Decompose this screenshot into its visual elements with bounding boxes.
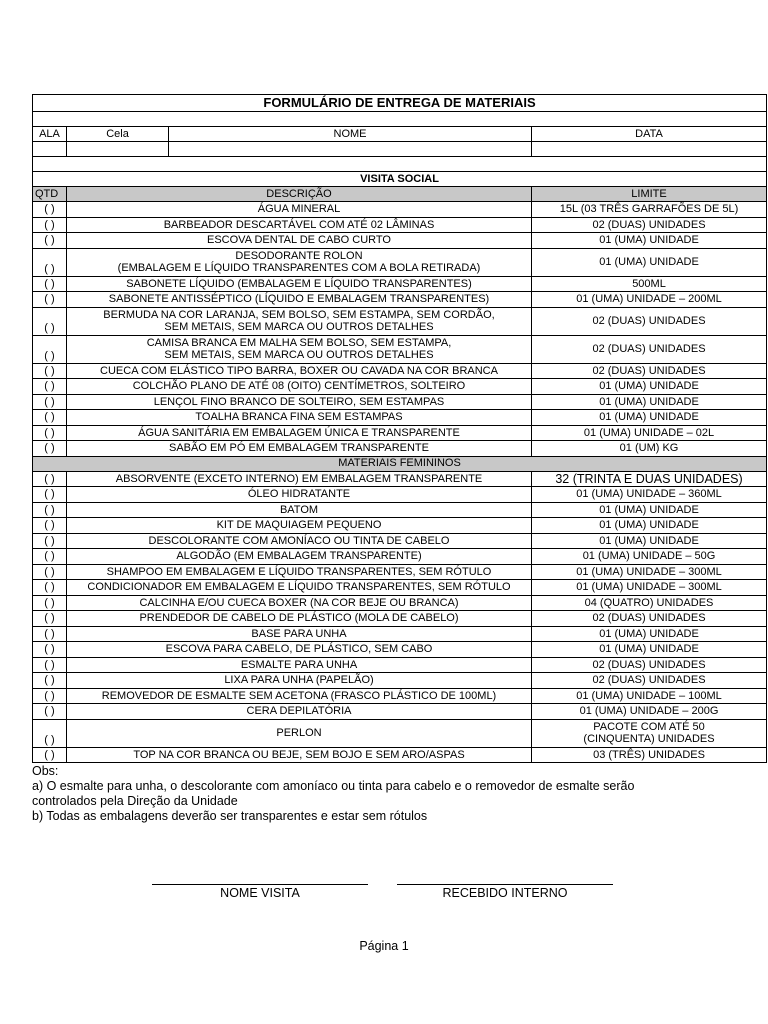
text-line: LIXA PARA UNHA (PAPELÃO) (224, 674, 374, 686)
item-limit (532, 747, 767, 763)
item-limit (532, 549, 767, 565)
item-limit (532, 335, 767, 363)
text-line: 01 (UMA) UNIDADE (599, 255, 699, 268)
item-description (67, 233, 532, 249)
quantity-checkbox[interactable]: ( ) (33, 564, 67, 580)
item-limit (532, 394, 767, 410)
data-header: DATA (532, 127, 767, 142)
item-row (33, 441, 767, 457)
item-row (33, 549, 767, 565)
item-description (67, 673, 532, 689)
item-row (33, 704, 767, 720)
item-limit (532, 410, 767, 426)
item-row (33, 394, 767, 410)
text-line: PERLON (276, 726, 322, 739)
item-description (67, 335, 532, 363)
obs-line: Obs: (32, 764, 59, 778)
item-description (67, 719, 532, 747)
ala-header: ALA (33, 127, 67, 142)
item-limit (532, 363, 767, 379)
item-limit (532, 487, 767, 503)
item-row (33, 471, 767, 487)
cela-field[interactable] (67, 142, 169, 157)
limite-column-header: LIMITE (532, 187, 767, 202)
item-row (33, 487, 767, 503)
quantity-checkbox[interactable]: ( ) (33, 471, 67, 487)
item-description (67, 410, 532, 426)
item-limit (532, 379, 767, 395)
visitor-signature-line[interactable] (152, 884, 368, 900)
obs-line: controlados pela Direção da Unidade (32, 794, 238, 808)
item-description (67, 564, 532, 580)
text-line: 01 (UMA) UNIDADE (599, 534, 699, 547)
item-limit (532, 307, 767, 335)
form-title: FORMULÁRIO DE ENTREGA DE MATERIAIS (33, 95, 767, 112)
quantity-checkbox[interactable]: ( ) (33, 533, 67, 549)
text-line: 01 (UMA) UNIDADE (599, 519, 699, 531)
item-limit (532, 502, 767, 518)
text-line: SABÃO EM PÓ EM EMBALAGEM TRANSPARENTE (169, 442, 429, 454)
quantity-checkbox[interactable]: ( ) (33, 642, 67, 658)
quantity-checkbox[interactable]: ( ) (33, 487, 67, 503)
item-description (67, 487, 532, 503)
blank-row (33, 157, 767, 172)
text-line: 32 (TRINTA E DUAS UNIDADES) (555, 471, 743, 486)
text-line: 02 (DUAS) UNIDADES (592, 612, 706, 624)
text-line: 02 (DUAS) UNIDADES (592, 658, 706, 671)
blank-row (33, 112, 767, 127)
item-description (67, 642, 532, 658)
item-limit (532, 580, 767, 596)
item-row (33, 747, 767, 763)
item-description (67, 276, 532, 292)
receiver-signature-label: RECEBIDO INTERNO (442, 886, 568, 900)
item-description (67, 394, 532, 410)
text-line: 01 (UMA) UNIDADE – 200G (579, 705, 719, 717)
text-line: 02 (DUAS) UNIDADES (592, 364, 706, 377)
item-limit (532, 276, 767, 292)
observations (32, 764, 732, 824)
item-row (33, 379, 767, 395)
item-limit (532, 425, 767, 441)
text-line: 03 (TRÊS) UNIDADES (593, 748, 705, 761)
item-row (33, 642, 767, 658)
item-limit (532, 611, 767, 627)
text-line: 02 (DUAS) UNIDADES (592, 342, 706, 355)
section-title-materiais-femininos: MATERIAIS FEMININOS (33, 456, 767, 471)
obs-line: b) Todas as embalagens deverão ser transparentes e estar sem rótulos (32, 809, 428, 823)
text-line: CERA DEPILATÓRIA (246, 705, 352, 717)
text-line: 01 (UM) KG (619, 442, 679, 454)
item-description (67, 502, 532, 518)
obs-line: a) O esmalte para unha, o descolorante com amoníaco ou tinta para cabelo e o removedor de esmalte serão (32, 779, 635, 793)
text-line: SEM METAIS, SEM MARCA OU OUTROS DETALHES (164, 349, 434, 361)
text-line: 01 (UMA) UNIDADE – 02L (583, 426, 715, 439)
item-description (67, 307, 532, 335)
item-limit (532, 292, 767, 308)
item-limit (532, 233, 767, 249)
text-line: CUECA COM ELÁSTICO TIPO BARRA, BOXER OU CAVADA NA COR BRANCA (100, 364, 498, 377)
quantity-checkbox[interactable]: ( ) (33, 704, 67, 720)
text-line: ALGODÃO (EM EMBALAGEM TRANSPARENTE) (176, 550, 422, 562)
quantity-checkbox[interactable]: ( ) (33, 657, 67, 673)
item-description (67, 626, 532, 642)
item-limit (532, 595, 767, 611)
text-line: 01 (UMA) UNIDADE (599, 627, 699, 640)
text-line: 01 (UMA) UNIDADE (599, 411, 699, 423)
item-limit (532, 688, 767, 704)
item-description (67, 471, 532, 487)
item-row (33, 719, 767, 747)
receiver-signature-line[interactable] (397, 884, 613, 900)
text-line: BATOM (279, 503, 319, 516)
text-line: TOP NA COR BRANCA OU BEJE, SEM BOJO E SEM ARO/ASPAS (133, 748, 465, 761)
item-limit (532, 642, 767, 658)
quantity-checkbox[interactable]: ( ) (33, 502, 67, 518)
text-line: DESODORANTE ROLON (235, 249, 363, 262)
text-line: ESMALTE PARA UNHA (240, 658, 358, 671)
text-line: 01 (UMA) UNIDADE – 200ML (576, 293, 722, 305)
text-line: ESCOVA DENTAL DE CABO CURTO (207, 234, 391, 246)
item-description (67, 518, 532, 534)
item-row (33, 688, 767, 704)
item-description (67, 611, 532, 627)
quantity-checkbox[interactable]: ( ) (33, 363, 67, 379)
item-row (33, 626, 767, 642)
descricao-column-header: DESCRIÇÃO (67, 187, 532, 202)
item-row (33, 580, 767, 596)
quantity-checkbox[interactable]: ( ) (33, 595, 67, 611)
quantity-checkbox[interactable]: ( ) (33, 611, 67, 627)
item-row (33, 502, 767, 518)
text-line: SHAMPOO EM EMBALAGEM E LÍQUIDO TRANSPARENTES, SEM RÓTULO (106, 565, 492, 578)
item-description (67, 425, 532, 441)
item-row (33, 595, 767, 611)
item-description (67, 533, 532, 549)
text-line: SABONETE ANTISSÉPTICO (LÍQUIDO E EMBALAGEM TRANSPARENTES) (108, 293, 490, 305)
quantity-checkbox[interactable]: ( ) (33, 307, 67, 335)
text-line: ÓLEO HIDRATANTE (247, 488, 351, 500)
text-line: (CINQUENTA) UNIDADES (583, 733, 715, 745)
nome-field[interactable] (169, 142, 532, 157)
item-description (67, 248, 532, 276)
quantity-checkbox[interactable]: ( ) (33, 747, 67, 763)
text-line: LENÇOL FINO BRANCO DE SOLTEIRO, SEM ESTAMPAS (153, 395, 445, 408)
item-description (67, 688, 532, 704)
text-line: BERMUDA NA COR LARANJA, SEM BOLSO, SEM ESTAMPA, SEM CORDÃO, (103, 308, 495, 321)
item-row (33, 233, 767, 249)
quantity-checkbox[interactable]: ( ) (33, 217, 67, 233)
text-line: 01 (UMA) UNIDADE – 300ML (576, 581, 722, 593)
item-limit (532, 626, 767, 642)
text-line: 01 (UMA) UNIDADE – 300ML (576, 565, 722, 578)
quantity-checkbox[interactable]: ( ) (33, 233, 67, 249)
ala-field[interactable] (33, 142, 67, 157)
quantity-checkbox[interactable]: ( ) (33, 518, 67, 534)
item-limit (532, 441, 767, 457)
text-line: 01 (UMA) UNIDADE – 100ML (576, 689, 722, 702)
item-description (67, 704, 532, 720)
item-description (67, 580, 532, 596)
quantity-checkbox[interactable]: ( ) (33, 410, 67, 426)
item-row (33, 611, 767, 627)
text-line: 04 (QUATRO) UNIDADES (584, 596, 714, 609)
cela-header: Cela (67, 127, 169, 142)
quantity-checkbox[interactable]: ( ) (33, 441, 67, 457)
item-description (67, 363, 532, 379)
text-line: REMOVEDOR DE ESMALTE SEM ACETONA (FRASCO PLÁSTICO DE 100ML) (101, 689, 497, 702)
text-line: 02 (DUAS) UNIDADES (592, 674, 706, 686)
quantity-checkbox[interactable]: ( ) (33, 626, 67, 642)
text-line: 01 (UMA) UNIDADE (599, 395, 699, 408)
item-limit (532, 202, 767, 218)
item-row (33, 307, 767, 335)
quantity-checkbox[interactable]: ( ) (33, 549, 67, 565)
item-row (33, 518, 767, 534)
text-line: PRENDEDOR DE CABELO DE PLÁSTICO (MOLA DE CABELO) (139, 612, 459, 624)
data-field[interactable] (532, 142, 767, 157)
delivery-form-table (32, 94, 767, 763)
text-line: SABONETE LÍQUIDO (EMBALAGEM E LÍQUIDO TRANSPARENTES) (126, 277, 472, 290)
item-row (33, 292, 767, 308)
quantity-checkbox[interactable]: ( ) (33, 394, 67, 410)
text-line: 500ML (632, 277, 666, 290)
quantity-checkbox[interactable]: ( ) (33, 673, 67, 689)
quantity-checkbox[interactable]: ( ) (33, 292, 67, 308)
item-description (67, 379, 532, 395)
text-line: BARBEADOR DESCARTÁVEL COM ATÉ 02 LÂMINAS (163, 218, 435, 231)
quantity-checkbox[interactable]: ( ) (33, 379, 67, 395)
quantity-checkbox[interactable]: ( ) (33, 719, 67, 747)
item-description (67, 549, 532, 565)
visitor-signature-label: NOME VISITA (220, 886, 300, 900)
quantity-checkbox[interactable]: ( ) (33, 276, 67, 292)
text-line: (EMBALAGEM E LÍQUIDO TRANSPARENTES COM A BOLA RETIRADA) (117, 262, 481, 274)
quantity-checkbox[interactable]: ( ) (33, 335, 67, 363)
text-line: CAMISA BRANCA EM MALHA SEM BOLSO, SEM ESTAMPA, (146, 336, 452, 349)
text-line: 01 (UMA) UNIDADE – 50G (582, 550, 716, 562)
item-row (33, 673, 767, 689)
text-line: ESCOVA PARA CABELO, DE PLÁSTICO, SEM CABO (165, 643, 433, 655)
item-limit (532, 217, 767, 233)
quantity-checkbox[interactable]: ( ) (33, 688, 67, 704)
item-limit (532, 248, 767, 276)
item-description (67, 217, 532, 233)
text-line: ÁGUA SANITÁRIA EM EMBALAGEM ÚNICA E TRANSPARENTE (138, 426, 460, 439)
page-number: Página 1 (359, 939, 409, 953)
text-line: ABSORVENTE (EXCETO INTERNO) EM EMBALAGEM TRANSPARENTE (115, 472, 483, 485)
item-row (33, 276, 767, 292)
quantity-checkbox[interactable]: ( ) (33, 425, 67, 441)
item-row (33, 425, 767, 441)
item-limit (532, 518, 767, 534)
text-line: 01 (UMA) UNIDADE (599, 380, 699, 392)
text-line: CONDICIONADOR EM EMBALAGEM E LÍQUIDO TRANSPARENTES, SEM RÓTULO (87, 581, 511, 593)
text-line: DESCOLORANTE COM AMONÍACO OU TINTA DE CABELO (148, 534, 450, 547)
item-row (33, 335, 767, 363)
item-limit (532, 564, 767, 580)
item-limit (532, 719, 767, 747)
item-row (33, 363, 767, 379)
text-line: PACOTE COM ATÉ 50 (593, 720, 705, 733)
item-row (33, 202, 767, 218)
item-row (33, 533, 767, 549)
item-limit (532, 673, 767, 689)
quantity-checkbox[interactable]: ( ) (33, 580, 67, 596)
text-line: COLCHÃO PLANO DE ATÉ 08 (OITO) CENTÍMETROS, SOLTEIRO (132, 380, 466, 392)
text-line: 01 (UMA) UNIDADE (599, 503, 699, 516)
qtd-column-header: QTD (33, 187, 67, 202)
text-line: 02 (DUAS) UNIDADES (592, 314, 706, 327)
text-line: 01 (UMA) UNIDADE (599, 234, 699, 246)
item-row (33, 217, 767, 233)
item-limit (532, 704, 767, 720)
item-description (67, 441, 532, 457)
section-title-visita-social: VISITA SOCIAL (33, 172, 767, 187)
quantity-checkbox[interactable]: ( ) (33, 202, 67, 218)
text-line: 01 (UMA) UNIDADE (599, 643, 699, 655)
item-limit (532, 657, 767, 673)
text-line: BASE PARA UNHA (251, 627, 347, 640)
item-description (67, 747, 532, 763)
item-row (33, 657, 767, 673)
item-row (33, 564, 767, 580)
item-description (67, 202, 532, 218)
text-line: 01 (UMA) UNIDADE – 360ML (576, 488, 722, 500)
item-description (67, 657, 532, 673)
item-limit (532, 471, 767, 487)
text-line: SEM METAIS, SEM MARCA OU OUTROS DETALHES (164, 321, 434, 333)
text-line: 02 (DUAS) UNIDADES (592, 218, 706, 231)
item-row (33, 248, 767, 276)
item-limit (532, 533, 767, 549)
item-description (67, 595, 532, 611)
item-row (33, 410, 767, 426)
nome-header: NOME (169, 127, 532, 142)
quantity-checkbox[interactable]: ( ) (33, 248, 67, 276)
item-description (67, 292, 532, 308)
text-line: KIT DE MAQUIAGEM PEQUENO (216, 519, 382, 531)
text-line: 15L (03 TRÊS GARRAFÕES DE 5L) (559, 203, 739, 215)
text-line: TOALHA BRANCA FINA SEM ESTAMPAS (195, 411, 403, 423)
text-line: CALCINHA E/OU CUECA BOXER (NA COR BEJE OU BRANCA) (139, 596, 459, 609)
text-line: ÁGUA MINERAL (257, 203, 341, 215)
